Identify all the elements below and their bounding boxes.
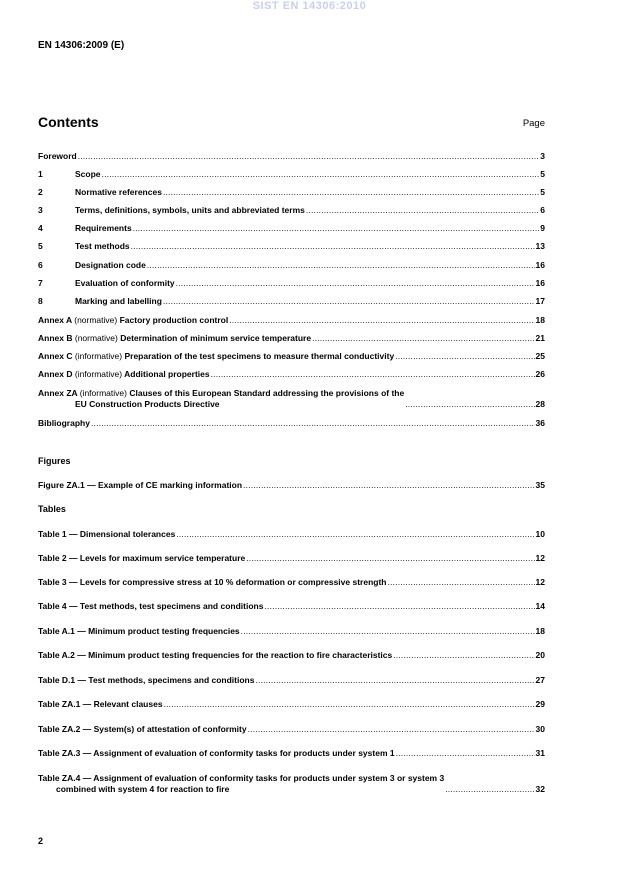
toc-entry-page: 6 [540,205,545,215]
annex-title: Additional properties [124,369,210,379]
toc-entry-page: 13 [535,241,545,251]
table-entry-label: Table ZA.1 — Relevant clauses [38,699,163,709]
annex-kind: (informative) [79,388,127,398]
table-entry-page: 18 [535,626,545,636]
annex-kind: (normative) [74,333,118,343]
annex-title: Preparation of the test specimens to measure thermal conductivity [124,351,395,361]
toc-entry-foreword[interactable] [38,151,545,162]
table-entry-page: 32 [535,784,545,794]
toc-entry-number: 5 [38,241,43,251]
annex-title-line2: EU Construction Products Directive [75,399,220,409]
toc-entry-page: 3 [540,151,545,161]
toc-entry-number: 3 [38,205,43,215]
toc-entry-page: 5 [540,187,545,197]
table-entry-label: Table ZA.4 — Assignment of evaluation of conformity tasks for products under system 3 or system 3 [38,773,445,783]
toc-entry-terms[interactable] [38,205,545,216]
toc-entry-label: Scope [75,169,101,179]
table-entry-page: 10 [535,529,545,539]
toc-entry-page: 18 [535,315,545,325]
toc-entry-page: 21 [535,333,545,343]
figure-entry-page: 35 [535,480,545,490]
table-entry-label: Table A.1 — Minimum product testing frequencies [38,626,240,636]
annex-prefix: Annex ZA [38,388,78,398]
table-entry-page: 14 [535,601,545,611]
toc-entry-normative-references[interactable] [38,187,545,198]
table-entry-label: Table A.2 — Minimum product testing frequencies for the reaction to fire characteristics [38,650,393,660]
table-entry-label: Table ZA.3 — Assignment of evaluation of conformity tasks for products under system 1 [38,748,395,758]
annex-prefix: Annex B [38,333,73,343]
toc-entry-label: Marking and labelling [75,296,162,306]
table-entry-za2[interactable] [38,724,545,735]
toc-entry-page: 28 [535,399,545,409]
table-entry-page: 12 [535,553,545,563]
toc-entry-label: Normative references [75,187,162,197]
toc-entry-page: 16 [535,278,545,288]
toc-entry-test-methods[interactable] [38,241,545,252]
toc-entry-number: 6 [38,260,43,270]
toc-entry-scope[interactable] [38,169,545,180]
footer-page-number: 2 [38,836,44,846]
toc-entry-label: Terms, definitions, symbols, units and abbreviated terms [75,205,305,215]
toc-entry-number: 8 [38,296,43,306]
annex-prefix: Annex C [38,351,73,361]
table-entry-label: Table 3 — Levels for compressive stress at 10 % deformation or compressive strength [38,577,387,587]
table-entry-page: 20 [535,650,545,660]
annex-title: Factory production control [119,315,229,325]
toc-entry-page: 25 [535,351,545,361]
toc-entry-label: Test methods [75,241,130,251]
table-entry-page: 29 [535,699,545,709]
table-entry-page: 30 [535,724,545,734]
toc-entry-page: 16 [535,260,545,270]
toc-entry-page: 5 [540,169,545,179]
table-entry-za1[interactable] [38,699,545,710]
annex-kind: (normative) [74,315,118,325]
toc-entry-page: 36 [535,418,545,428]
table-entry-page: 12 [535,577,545,587]
table-entry-page: 27 [535,675,545,685]
toc-entry-designation-code[interactable] [38,260,545,271]
toc-entry-number: 4 [38,223,43,233]
toc-entry-label: Designation code [75,260,146,270]
toc-entry-page: 17 [535,296,545,306]
table-entry-a1[interactable] [38,626,545,637]
toc-entry-label: Bibliography [38,418,90,428]
table-entry-label-line2: combined with system 4 for reaction to fire [56,784,230,794]
toc-entry-annex-d[interactable] [38,369,545,380]
toc-entry-annex-c[interactable] [38,351,545,362]
toc-entry-evaluation-of-conformity[interactable] [38,278,545,289]
table-entry-za4[interactable] [38,773,545,795]
table-entry-label: Table D.1 — Test methods, specimens and conditions [38,675,255,685]
table-entry-label: Table 4 — Test methods, test specimens and conditions [38,601,264,611]
toc-entry-annex-za[interactable] [38,388,545,410]
toc-entry-label: Foreword [38,151,77,161]
figures-heading: Figures [38,456,71,466]
toc-entry-label: Requirements [75,223,132,233]
toc-entry-number: 1 [38,169,43,179]
table-entry-a2[interactable] [38,650,545,661]
table-entry-3[interactable] [38,577,545,588]
document-id: EN 14306:2009 (E) [38,40,125,51]
annex-title: Determination of minimum service temperature [120,333,312,343]
page-column-label: Page [522,118,545,129]
annex-title: Clauses of this European Standard addressing the provisions of the [129,388,405,398]
annex-prefix: Annex A [38,315,72,325]
table-entry-label: Table 2 — Levels for maximum service temperature [38,553,246,563]
contents-title: Contents [38,114,99,130]
annex-kind: (informative) [74,351,123,361]
toc-entry-label: Evaluation of conformity [75,278,175,288]
toc-entry-page: 26 [535,369,545,379]
annex-prefix: Annex D [38,369,73,379]
watermark: SIST EN 14306:2010 [252,0,367,12]
table-entry-1[interactable] [38,529,545,540]
table-entry-label: Table 1 — Dimensional tolerances [38,529,176,539]
table-entry-2[interactable] [38,553,545,564]
figure-entry-label: Figure ZA.1 — Example of CE marking information [38,480,243,490]
tables-heading: Tables [38,504,66,514]
table-entry-za3[interactable] [38,748,545,759]
table-entry-4[interactable] [38,601,545,612]
table-entry-page: 31 [535,748,545,758]
toc-entry-bibliography[interactable] [38,418,545,429]
toc-entry-annex-b[interactable] [38,333,545,344]
table-entry-label: Table ZA.2 — System(s) of attestation of conformity [38,724,247,734]
toc-entry-number: 7 [38,278,43,288]
annex-kind: (informative) [74,369,123,379]
toc-entry-requirements[interactable] [38,223,545,234]
toc-entry-marking-and-labelling[interactable] [38,296,545,307]
toc-entry-number: 2 [38,187,43,197]
figure-entry-za1[interactable] [38,480,545,491]
toc-entry-annex-a[interactable] [38,315,545,326]
toc-entry-page: 9 [540,223,545,233]
table-entry-d1[interactable] [38,675,545,686]
